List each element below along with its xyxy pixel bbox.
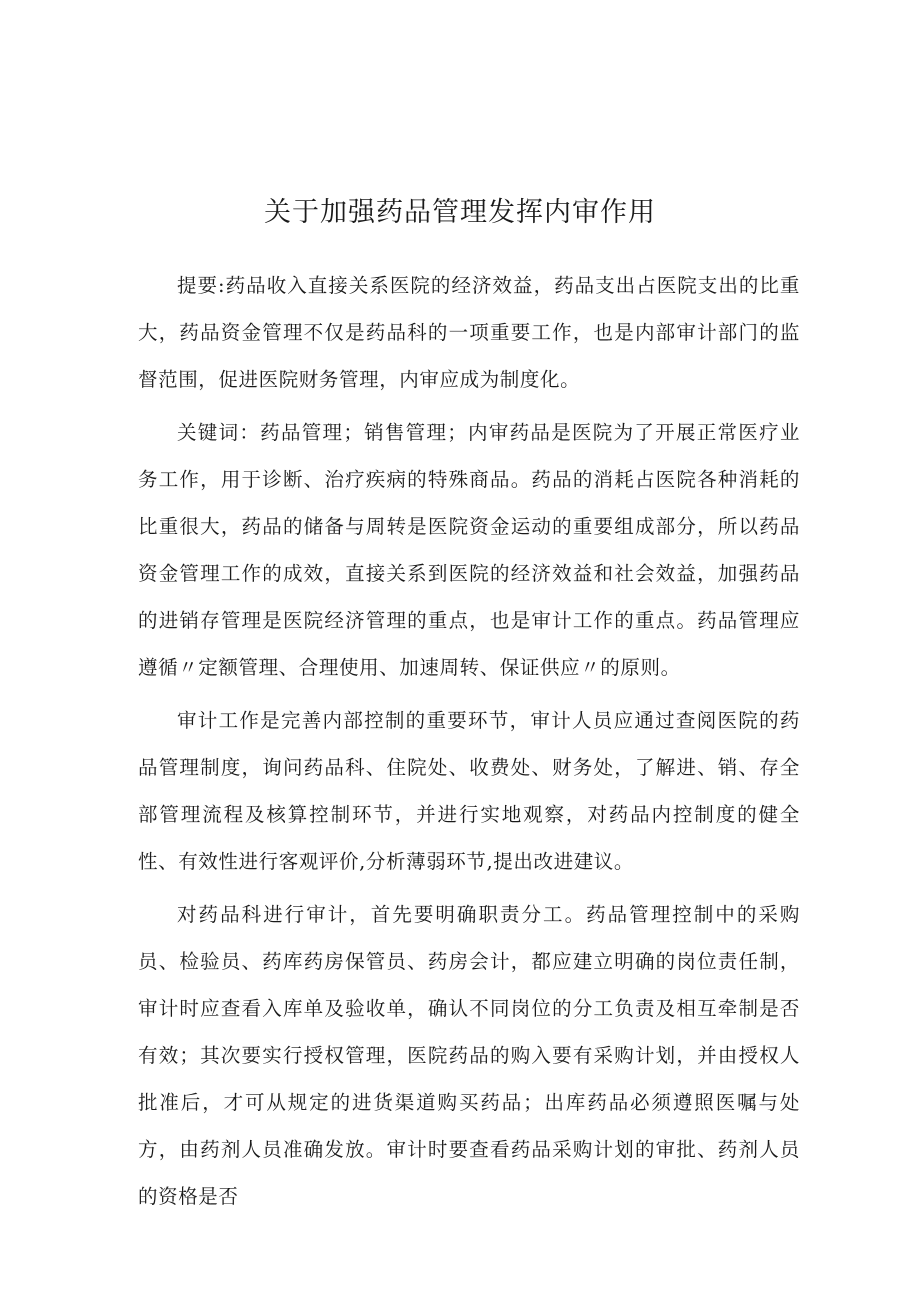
- document-title: 关于加强药品管理发挥内审作用: [264, 197, 656, 228]
- paragraph-duties: 对药品科进行审计，首先要明确职责分工。药品管理控制中的采购员、检验员、药库药房保管员、药房会计，都应建立明确的岗位责任制，审计时应查看入库单及验收单，确认不同岗位的分工负责及相互牵制是否有效；其次要实行授权管理，医院药品的购入要有采购计划，并由授权人批准后，才可从规定的进货渠道购买药品；出库药品必须遵照医嘱与处方，由药剂人员准确发放。审计时要查看药品采购计划的审批、药剂人员的资格是否: [138, 903, 800, 1208]
- paragraph-audit-role: 审计工作是完善内部控制的重要环节，审计人员应通过查阅医院的药品管理制度，询问药品科、住院处、收费处、财务处，了解进、销、存全部管理流程及核算控制环节，并进行实地观察，对药品内控制度的健全性、有效性进行客观评价,分析薄弱环节,提出改进建议。: [138, 709, 800, 873]
- document-body: [138, 262, 800, 1226]
- paragraph-abstract: 提要:药品收入直接关系医院的经济效益，药品支出占医院支出的比重大，药品资金管理不仅是药品科的一项重要工作，也是内部审计部门的监督范围，促进医院财务管理，内审应成为制度化。: [138, 274, 800, 391]
- paragraph-keywords: 关键词：药品管理；销售管理；内审药品是医院为了开展正常医疗业务工作，用于诊断、治疗疾病的特殊商品。药品的消耗占医院各种消耗的比重很大，药品的储备与周转是医院资金运动的重要组成部分，所以药品资金管理工作的成效，直接关系到医院的经济效益和社会效益，加强药品的进销存管理是医院经济管理的重点，也是审计工作的重点。药品管理应遵循〃定额管理、合理使用、加速周转、保证供应〃的原则。: [138, 421, 800, 679]
